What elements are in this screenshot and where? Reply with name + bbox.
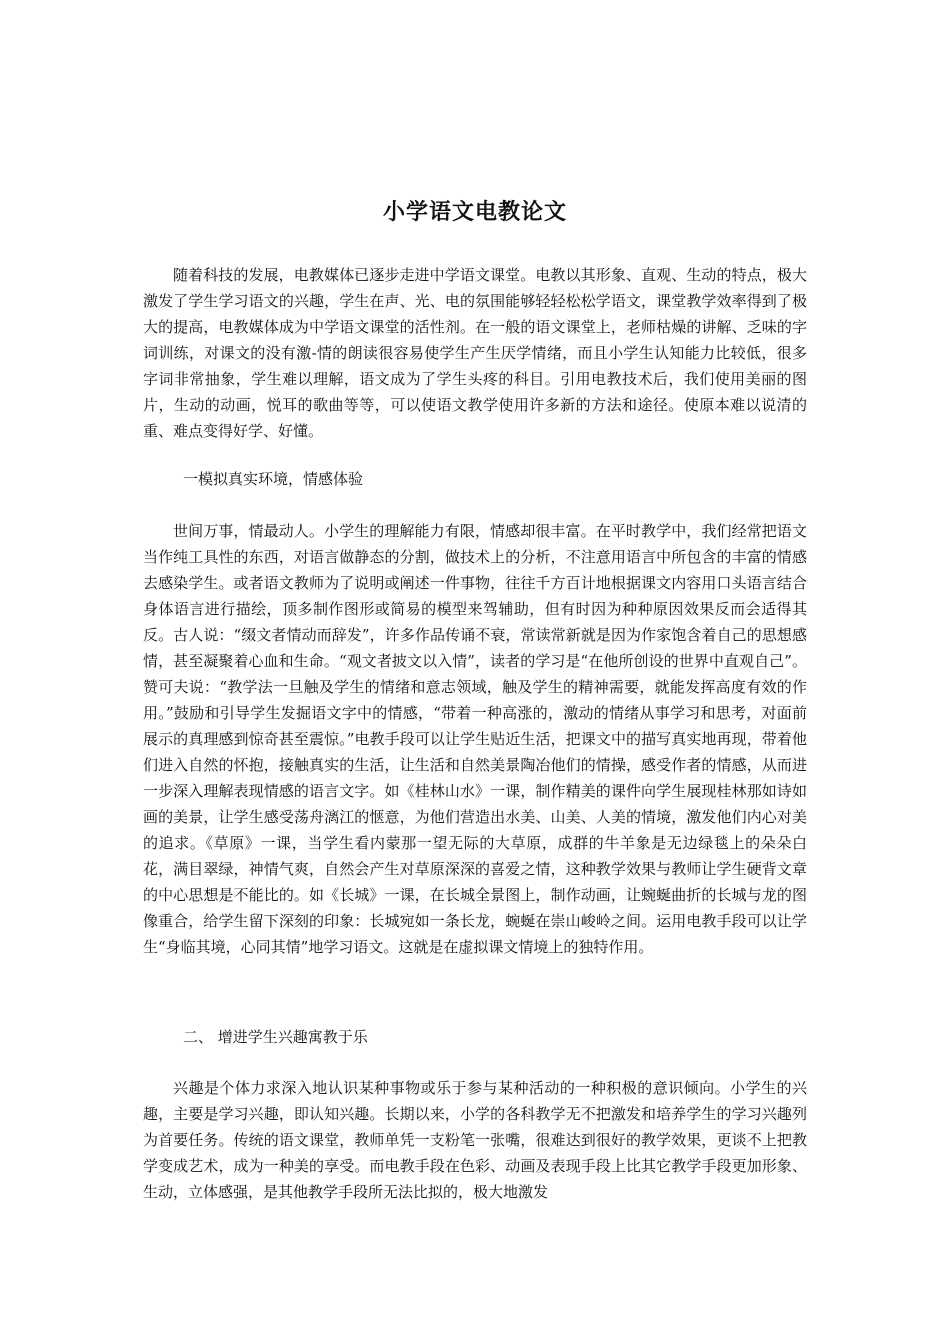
section-2-body: 兴趣是个体力求深入地认识某种事物或乐于参与某种活动的一种积极的意识倾向。小学生的兴趣，主要是学习兴趣，即认知兴趣。长期以来，小学的各科教学无不把激发和培养学生的学习兴趣列为首要任务。传统的语文课堂，教师单凭一支粉笔一张嘴，很难达到很好的教学效果，更谈不上把教学变成艺术，成为一种美的享受。而电教手段在色彩、动画及表现手段上比其它教学手段更加形象、生动，立体感强，是其他教学手段所无法比拟的，极大地激发	[143, 1079, 807, 1201]
section-1-body: 世间万事，情最动人。小学生的理解能力有限，情感却很丰富。在平时教学中，我们经常把语文当作纯工具性的东西，对语言做静态的分割，做技术上的分析，不注意用语言中所包含的丰富的情感去感染学生。或者语文教师为了说明或阐述一件事物，往往千方百计地根据课文内容用口头语言结合身体语言进行描绘，顶多制作图形或简易的模型来驾辅助，但有时因为种种原因效果反而会适得其反。古人说：“缀文者情动而辞发”，许多作品传诵不衰，常读常新就是因为作家饱含着自己的思想感情，甚至凝聚着心血和生命。“观文者披文以入情”，读者的学习是“在他所创设的世界中直观自己”。赞可夫说：“教学法一旦触及学生的情绪和意志领域，触及学生的精神需要，就能发挥高度有效的作用。”鼓励和引导学生发掘语文字中的情感，“带着一种高涨的，激动的情绪从事学习和思考，对面前展示的真理感到惊奇甚至震惊。”电教手段可以让学生贴近生活，把课文中的描写真实地再现，带着他们进入自然的怀抱，接触真实的生活，让生活和自然美景陶冶他们的情操，感受作者的情感，从而进一步深入理解表现情感的语言文字。如《桂林山水》一课，制作精美的课件向学生展现桂林那如诗如画的美景，让学生感受荡舟漓江的惬意，为他们营造出水美、山美、人美的情境，激发他们内心对美的追求。《草原》一课，当学生看内蒙那一望无际的大草原，成群的牛羊象是无边绿毯上的朵朵白花，满目翠绿，神情气爽，自然会产生对草原深深的喜爱之情，这种教学效果与教师让学生硬背文章的中心思想是不能比的。如《长城》一课，在长城全景图上，制作动画，让蜿蜒曲折的长城与龙的图像重合，给学生留下深刻的印象：长城宛如一条长龙，蜿蜒在崇山峻岭之间。运用电教手段可以让学生“身临其境，心同其情”地学习语文。这就是在虚拟课文情境上的独特作用。	[143, 522, 807, 956]
section-heading-1: 一模拟真实环境，情感体验	[183, 470, 364, 488]
intro-paragraph: 随着科技的发展，电教媒体已逐步走进中学语文课堂。电教以其形象、直观、生动的特点，极大激发了学生学习语文的兴趣，学生在声、光、电的氛围能够轻轻松松学语文，课堂教学效率得到了极大的提高，电教媒体成为中学语文课堂的活性剂。在一般的语文课堂上，老师枯燥的讲解、乏味的字词训练，对课文的没有激-情的朗读很容易使学生产生厌学情绪，而且小学生认知能力比较低，很多字词非常抽象，学生难以理解，语文成为了学生头疼的科目。引用电教技术后，我们使用美丽的图片，生动的动画，悦耳的歌曲等等，可以使语文教学使用许多新的方法和途径。使原本难以说清的重、难点变得好学、好懂。	[143, 266, 807, 440]
section-heading-2: 二、 增进学生兴趣寓教于乐	[183, 1028, 368, 1046]
document-title: 小学语文电教论文	[382, 199, 567, 225]
